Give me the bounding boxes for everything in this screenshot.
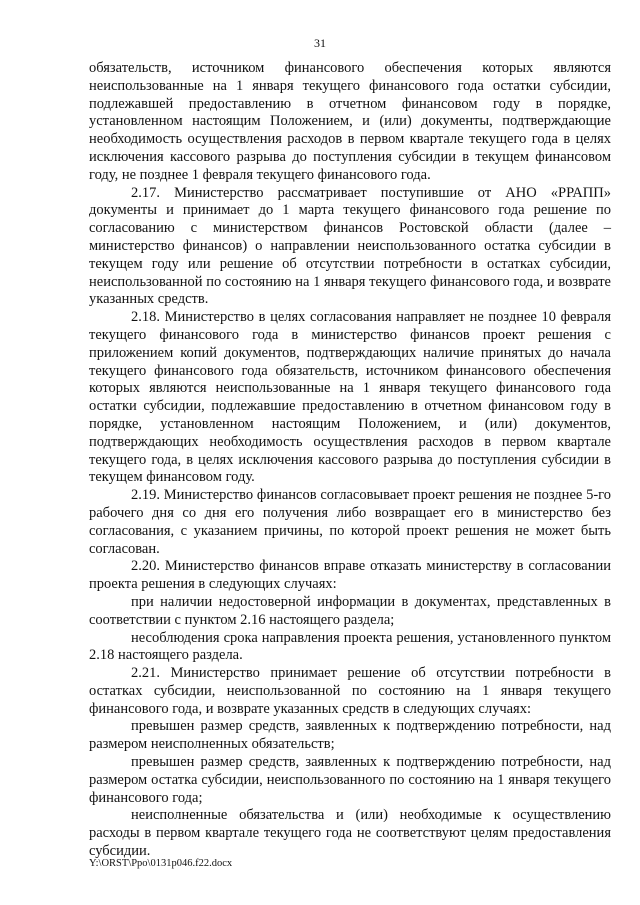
paragraph-2-21-case-1: превышен размер средств, заявленных к подтверждению потребности, над размером неисполненных обязательств; — [89, 718, 611, 753]
paragraph-2-21-case-2: превышен размер средств, заявленных к подтверждению потребности, над размером остатка субсидии, неиспользованного по состоянию на 1 января текущего финансового года; — [89, 754, 611, 806]
paragraph-2-20: 2.20. Министерство финансов вправе отказать министерству в согласовании проекта решения в следующих случаях: — [89, 558, 611, 593]
footer-file-path: Y:\ORST\Ppo\0131p046.f22.docx — [89, 858, 233, 869]
paragraph-2-19: 2.19. Министерство финансов согласовывает проект решения не позднее 5-го рабочего дня со дня его получения либо возвращает его в министерство без согласования, с указанием причины, по которой проект решения не может быть согласован. — [89, 487, 611, 557]
paragraph-2-18: 2.18. Министерство в целях согласования направляет не позднее 10 февраля текущего финансового года в министерство финансов проект решения с приложением копий документов, подтверждающих наличие принятых до начала текущего финансового года обязательств, источником финансового обеспечения которых являются неиспользованные на 1 января текущего финансового года остатки субсидии, подлежавшие предоставлению в отчетном финансовом году в порядке, установленном настоящим Положением, и (или) документов, подтверждающих необходимость осуществления расходов в первом квартале текущего года, в целях исключения кассового разрыва до поступления субсидии в текущем финансовом году. — [89, 309, 611, 486]
paragraph-2-21: 2.21. Министерство принимает решение об отсутствии потребности в остатках субсидии, неиспользованной по состоянию на 1 января текущего финансового года, и возврате указанных средств в следующих случаях: — [89, 665, 611, 717]
paragraph-2-20-case-2: несоблюдения срока направления проекта решения, установленного пунктом 2.18 настоящего раздела. — [89, 629, 611, 664]
document-body — [89, 60, 611, 861]
paragraph-2-20-case-1: при наличии недостоверной информации в документах, представленных в соответствии с пунктом 2.16 настоящего раздела; — [89, 593, 611, 628]
paragraph-continuation: обязательств, источником финансового обеспечения которых являются неиспользованные на 1 января текущего финансового года остатки субсидии, подлежавшей предоставлению в отчетном финансовом году в порядке, установленном настоящим Положением, и (или) документы, подтверждающие необходимость осуществления расходов в первом квартале текущего года в целях исключения кассового разрыва до поступления субсидии в текущем финансовом году, не позднее 1 февраля текущего финансового года. — [89, 60, 611, 183]
paragraph-2-17: 2.17. Министерство рассматривает поступившие от АНО «РРАПП» документы и принимает до 1 марта текущего финансового года решение по согласованию с министерством финансов Ростовской области (далее – министерство финансов) о направлении неиспользованного остатка субсидии в текущем году или решение об отсутствии потребности в остатках субсидии, неиспользованной по состоянию на 1 января текущего финансового года, и возврате указанных средств. — [89, 184, 611, 308]
page-number: 31 — [314, 36, 326, 50]
paragraph-2-21-case-3: неисполненные обязательства и (или) необходимые к осуществлению расходы в первом квартале текущего года не соответствуют целям предоставления субсидии. — [89, 807, 611, 860]
